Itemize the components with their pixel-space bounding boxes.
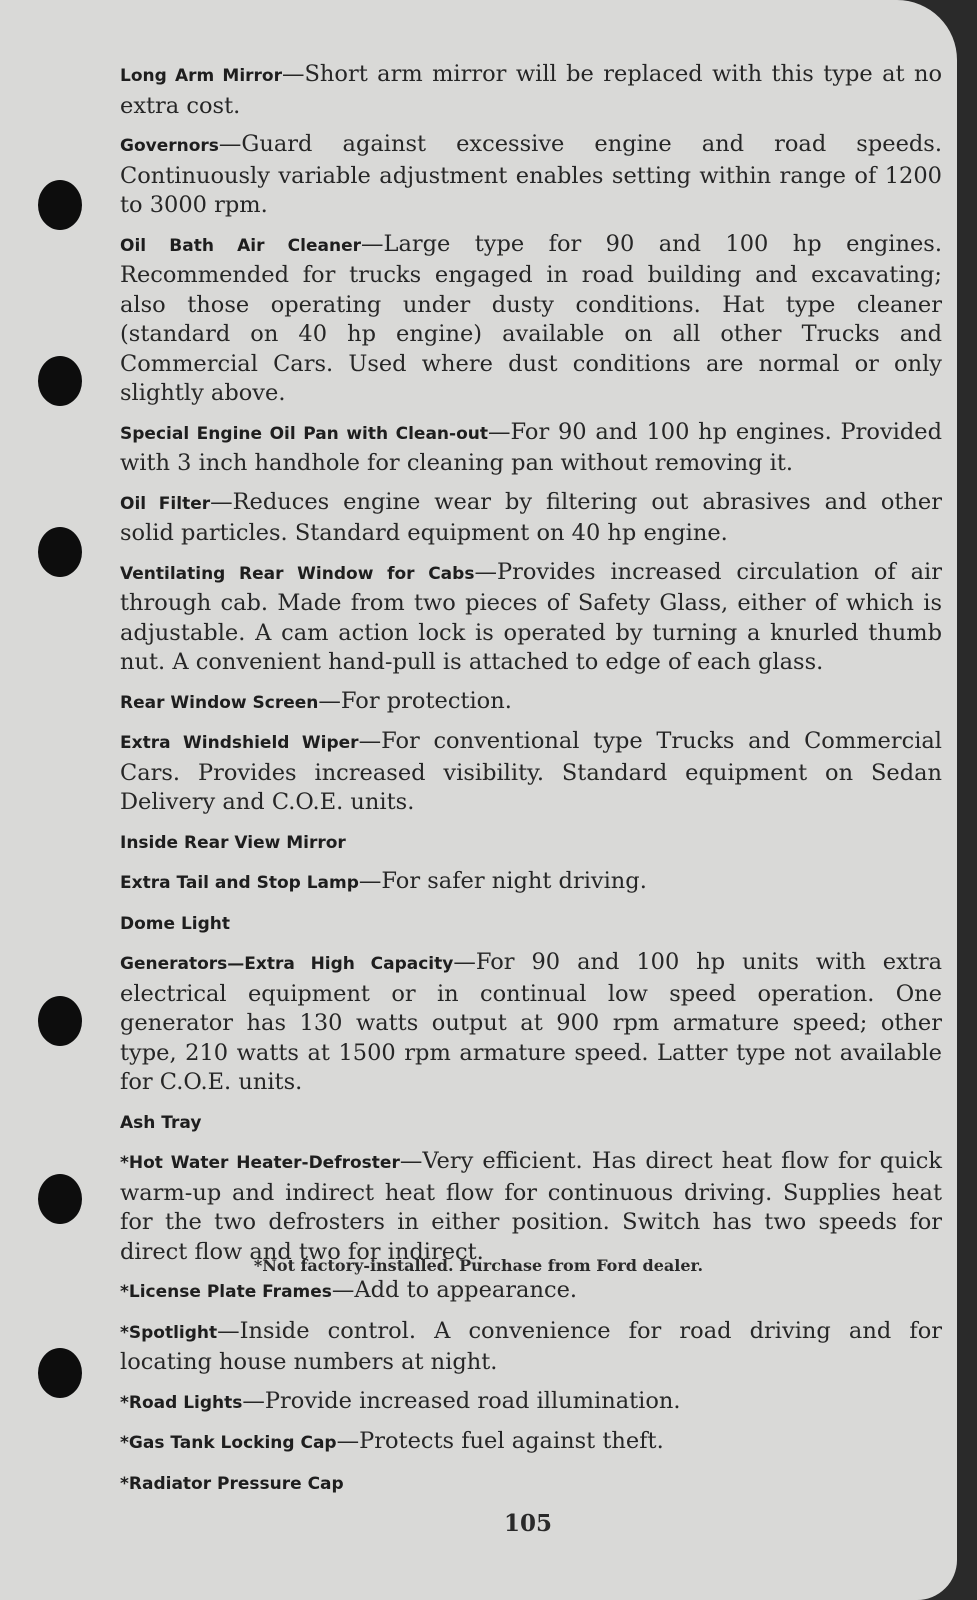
dash: — — [361, 230, 384, 257]
entry-long-arm-mirror — [120, 60, 942, 121]
dash: — — [218, 131, 242, 157]
entry-ash-tray — [120, 1107, 942, 1139]
entry-description: Inside control. A convenience for road driving and for locating house numbers at night. — [120, 1317, 942, 1375]
dash: — — [336, 1428, 360, 1454]
entry-description: For safer night driving. — [381, 868, 647, 894]
dash: — — [331, 1277, 355, 1303]
entry-term: Long Arm Mirror — [120, 66, 282, 86]
entry-term: Extra Tail and Stop Lamp — [120, 873, 359, 893]
dash: — — [242, 1387, 265, 1414]
dash: — — [318, 687, 341, 714]
entry-spotlight — [120, 1317, 942, 1378]
dash: — — [488, 418, 511, 445]
entry-description: Guard against excessive engine and road speeds. Continuously variable adjustment enables setting within range of 1200 to 3000 rpm. — [120, 131, 942, 218]
entry-description: Provides increased circulation of air through cab. Made from two pieces of Safety Glass, either of which is adjustable. A cam action lock is operated by turning a knurled thumb nut. A convenient hand-pull is attached to edge of each glass. — [120, 558, 943, 675]
dash: — — [453, 949, 476, 975]
dash: — — [474, 558, 497, 585]
dash: — — [282, 61, 305, 87]
entry-term: Extra Windshield Wiper — [120, 733, 359, 753]
entry-generators — [120, 948, 942, 1098]
dash: — — [358, 728, 382, 754]
entry-description: Provide increased road illumination. — [264, 1387, 681, 1414]
entry-description: For protection. — [340, 687, 512, 714]
binder-hole — [38, 1174, 82, 1224]
dash: — — [210, 488, 233, 515]
entry-term: *Spotlight — [120, 1322, 218, 1343]
entry-dome-light — [120, 908, 942, 940]
entry-governors — [120, 130, 942, 221]
entry-inside-rear-view-mirror — [120, 827, 942, 859]
dash: — — [399, 1148, 423, 1174]
entry-oil-filter — [120, 488, 942, 549]
entry-gas-tank-locking-cap — [120, 1427, 942, 1459]
binder-hole — [38, 356, 82, 406]
equipment-list — [120, 60, 942, 1508]
entry-term: Ventilating Rear Window for Cabs — [120, 563, 475, 584]
entry-term: Special Engine Oil Pan with Clean-out — [120, 423, 489, 444]
entry-term: Dome Light — [120, 913, 231, 934]
entry-rear-window-screen — [120, 687, 942, 719]
entry-description: For 90 and 100 hp engines. Provided with 3 inch handhole for cleaning pan without removing it. — [120, 418, 942, 476]
entry-term: Rear Window Screen — [120, 692, 319, 713]
entry-description: Very efficient. Has direct heat flow for quick warm-up and indirect heat flow for continuous driving. Supplies heat for the two defrosters in either position. Switch has two speeds for direct flow and two for indirect. — [120, 1148, 942, 1265]
entry-ventilating-rear-window — [120, 558, 942, 678]
entry-term: *Radiator Pressure Cap — [120, 1473, 344, 1494]
binder-hole — [38, 180, 82, 230]
binder-hole — [38, 527, 82, 577]
entry-description: Short arm mirror will be replaced with this type at no extra cost. — [120, 61, 942, 119]
dash: — — [217, 1317, 240, 1344]
entry-radiator-pressure-cap — [120, 1468, 942, 1500]
entry-description: Reduces engine wear by filtering out abrasives and other solid particles. Standard equipment on 40 hp engine. — [120, 488, 942, 546]
entry-road-lights — [120, 1387, 942, 1419]
entry-term: Inside Rear View Mirror — [120, 832, 346, 853]
entry-term: Generators—Extra High Capacity — [120, 954, 454, 974]
entry-description: For conventional type Trucks and Commercial Cars. Provides increased visibility. Standard equipment on Sedan Delivery and C.O.E. units. — [120, 728, 943, 815]
page-number: 105 — [503, 1510, 552, 1537]
entry-term: *License Plate Frames — [120, 1282, 332, 1302]
entry-term: Ash Tray — [120, 1112, 202, 1133]
dash: — — [358, 868, 382, 894]
entry-term: *Hot Water Heater-Defroster — [120, 1153, 400, 1173]
binder-hole — [38, 996, 82, 1046]
entry-description: Protects fuel against theft. — [359, 1428, 664, 1454]
entry-hot-water-heater — [120, 1147, 942, 1267]
entry-license-plate-frames — [120, 1276, 942, 1308]
entry-description: Large type for 90 and 100 hp engines. Recommended for trucks engaged in road building and excavating; also those operating under dusty conditions. Hat type cleaner (standard on 40 hp engine) available on all other Trucks and Commercial Cars. Used where dust conditions are normal or only slightly above. — [120, 230, 942, 406]
entry-term: Oil Filter — [120, 493, 211, 514]
entry-term: *Road Lights — [120, 1392, 243, 1413]
entry-term: Oil Bath Air Cleaner — [120, 235, 361, 256]
entry-term: *Gas Tank Locking Cap — [120, 1433, 337, 1453]
entry-extra-windshield-wiper — [120, 727, 942, 818]
entry-special-oil-pan — [120, 418, 942, 479]
entry-description: For 90 and 100 hp units with extra electrical equipment or in continual low speed operation. One generator has 130 watts output at 900 rpm armature speed; other type, 210 watts at 1500 rpm armature speed. Latter type not available for C.O.E. units. — [120, 949, 942, 1095]
entry-description: Add to appearance. — [354, 1277, 578, 1303]
entry-term: Governors — [120, 136, 219, 156]
entry-extra-tail-stop-lamp — [120, 867, 942, 899]
binder-hole — [38, 1348, 82, 1398]
footnote: *Not factory-installed. Purchase from Ford dealer. — [253, 1256, 704, 1275]
entry-oil-bath-air-cleaner — [120, 230, 942, 409]
